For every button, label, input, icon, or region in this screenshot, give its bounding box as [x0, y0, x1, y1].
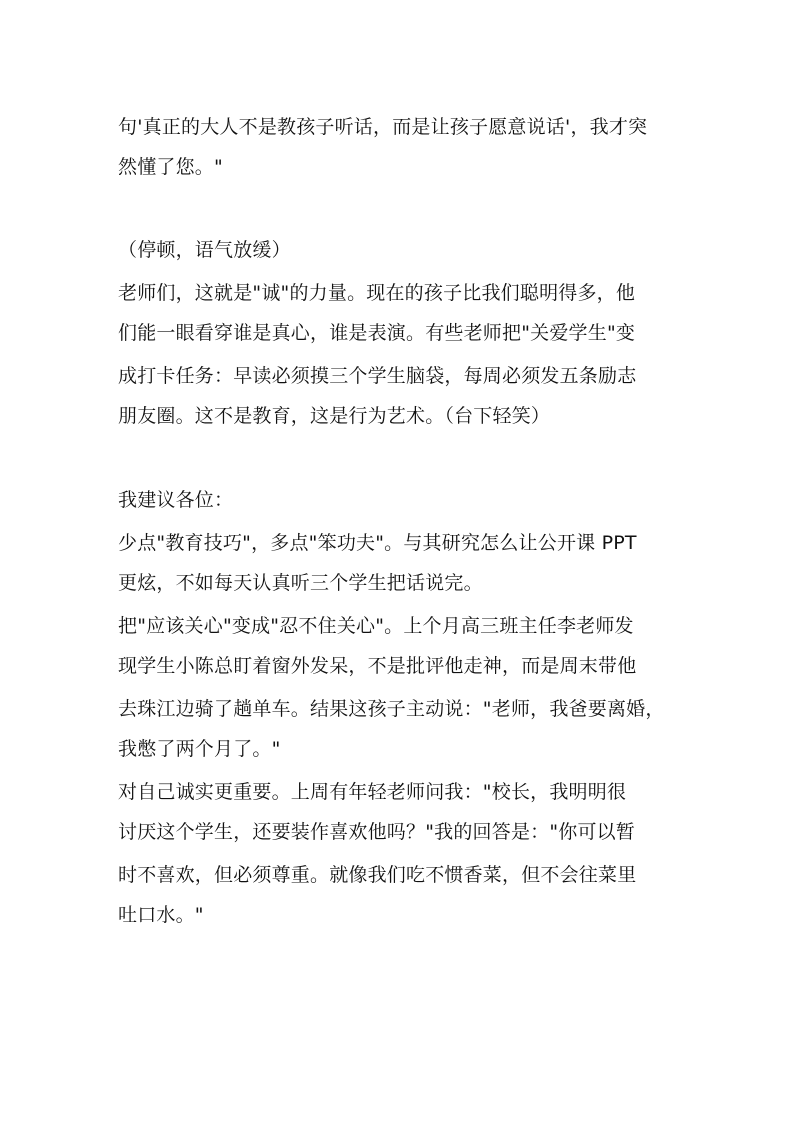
text-line: 现学生小陈总盯着窗外发呆，不是批评他走神，而是周末带他 — [118, 655, 637, 677]
text-line: 少点"教育技巧"，多点"笨功夫"。与其研究怎么让公开课 PPT — [118, 532, 637, 554]
text-line: 们能一眼看穿谁是真心，谁是表演。有些老师把"关爱学生"变 — [118, 322, 636, 344]
text-line: 更炫，不如每天认真听三个学生把话说完。 — [118, 572, 483, 594]
text-line: 时不喜欢，但必须尊重。就像我们吃不惯香菜，但不会往菜里 — [118, 864, 637, 886]
text-line: 句'真正的大人不是教孩子听话，而是让孩子愿意说话'，我才突 — [118, 116, 648, 138]
text-line: （停顿，语气放缓） — [118, 239, 291, 261]
text-line: 对自己诚实更重要。上周有年轻老师问我："校长，我明明很 — [118, 781, 627, 803]
text-line: 成打卡任务：早读必须摸三个学生脑袋，每周必须发五条励志 — [118, 365, 637, 387]
text-line: 把"应该关心"变成"忍不住关心"。上个月高三班主任李老师发 — [118, 615, 634, 637]
text-line: 然懂了您。" — [118, 156, 223, 178]
text-line: 老师们，这就是"诚"的力量。现在的孩子比我们聪明得多，他 — [118, 282, 636, 304]
text-line: 朋友圈。这不是教育，这是行为艺术。（台下轻笑） — [118, 405, 551, 427]
text-line: 讨厌这个学生，还要装作喜欢他吗？"我的回答是："你可以暂 — [118, 821, 636, 843]
text-line: 我建议各位： — [118, 489, 234, 511]
text-line: 我憋了两个月了。" — [118, 738, 281, 760]
text-line: 去珠江边骑了趟单车。结果这孩子主动说："老师，我爸要离婚， — [118, 698, 665, 720]
text-line: 吐口水。" — [118, 904, 204, 926]
